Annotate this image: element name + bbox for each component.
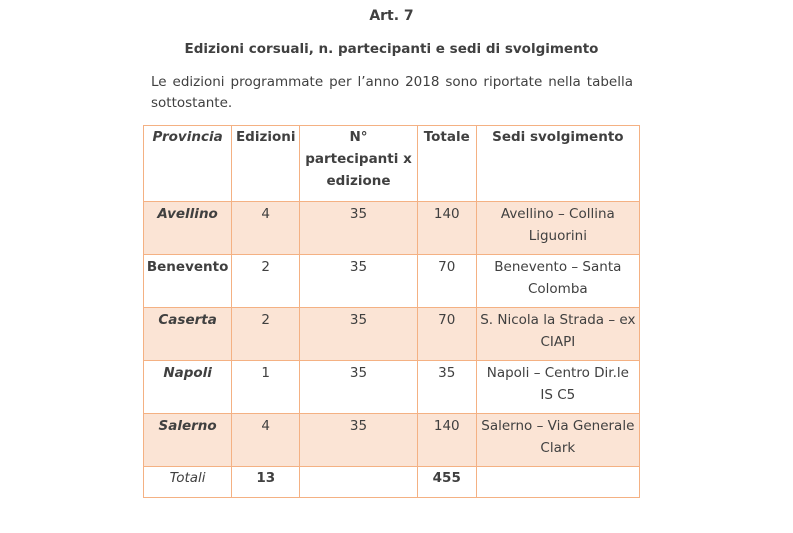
article-subtitle: Edizioni corsuali, n. partecipanti e sedi di svolgimento xyxy=(184,41,599,57)
article-title: Art. 7 xyxy=(369,8,414,24)
cell-provincia: Benevento xyxy=(144,255,232,308)
cell-partecipanti: 35 xyxy=(300,255,418,308)
cell-edizioni: 2 xyxy=(232,255,300,308)
totals-row xyxy=(144,467,640,498)
totals-edizioni: 13 xyxy=(232,467,300,498)
cell-totale: 140 xyxy=(417,414,476,467)
cell-partecipanti: 35 xyxy=(300,202,418,255)
header-provincia: Provincia xyxy=(144,126,232,202)
cell-edizioni: 4 xyxy=(232,202,300,255)
cell-sede: S. Nicola la Strada – ex CIAPI xyxy=(476,308,639,361)
cell-partecipanti: 35 xyxy=(300,308,418,361)
cell-sede: Salerno – Via Generale Clark xyxy=(476,414,639,467)
header-partecipanti: N° partecipanti x edizione xyxy=(300,126,418,202)
cell-totale: 70 xyxy=(417,308,476,361)
totals-partecipanti xyxy=(300,467,418,498)
cell-edizioni: 2 xyxy=(232,308,300,361)
editions-table xyxy=(143,125,640,498)
table-row xyxy=(144,308,640,361)
header-totale: Totale xyxy=(417,126,476,202)
cell-provincia: Salerno xyxy=(144,414,232,467)
cell-edizioni: 4 xyxy=(232,414,300,467)
table-row xyxy=(144,414,640,467)
table-row xyxy=(144,202,640,255)
cell-totale: 35 xyxy=(417,361,476,414)
cell-totale: 70 xyxy=(417,255,476,308)
table-row xyxy=(144,255,640,308)
cell-sede: Avellino – Collina Liguorini xyxy=(476,202,639,255)
table-row xyxy=(144,361,640,414)
cell-partecipanti: 35 xyxy=(300,414,418,467)
intro-paragraph: Le edizioni programmate per l’anno 2018 sono riportate nella tabella sottostante. xyxy=(151,74,633,111)
totals-label: Totali xyxy=(144,467,232,498)
totals-totale: 455 xyxy=(417,467,476,498)
cell-sede: Napoli – Centro Dir.le IS C5 xyxy=(476,361,639,414)
cell-totale: 140 xyxy=(417,202,476,255)
cell-edizioni: 1 xyxy=(232,361,300,414)
header-sedi: Sedi svolgimento xyxy=(476,126,639,202)
cell-provincia: Napoli xyxy=(144,361,232,414)
header-edizioni: Edizioni xyxy=(232,126,300,202)
cell-provincia: Caserta xyxy=(144,308,232,361)
table-header-row xyxy=(144,126,640,202)
cell-provincia: Avellino xyxy=(144,202,232,255)
cell-partecipanti: 35 xyxy=(300,361,418,414)
cell-sede: Benevento – Santa Colomba xyxy=(476,255,639,308)
totals-sede xyxy=(476,467,639,498)
